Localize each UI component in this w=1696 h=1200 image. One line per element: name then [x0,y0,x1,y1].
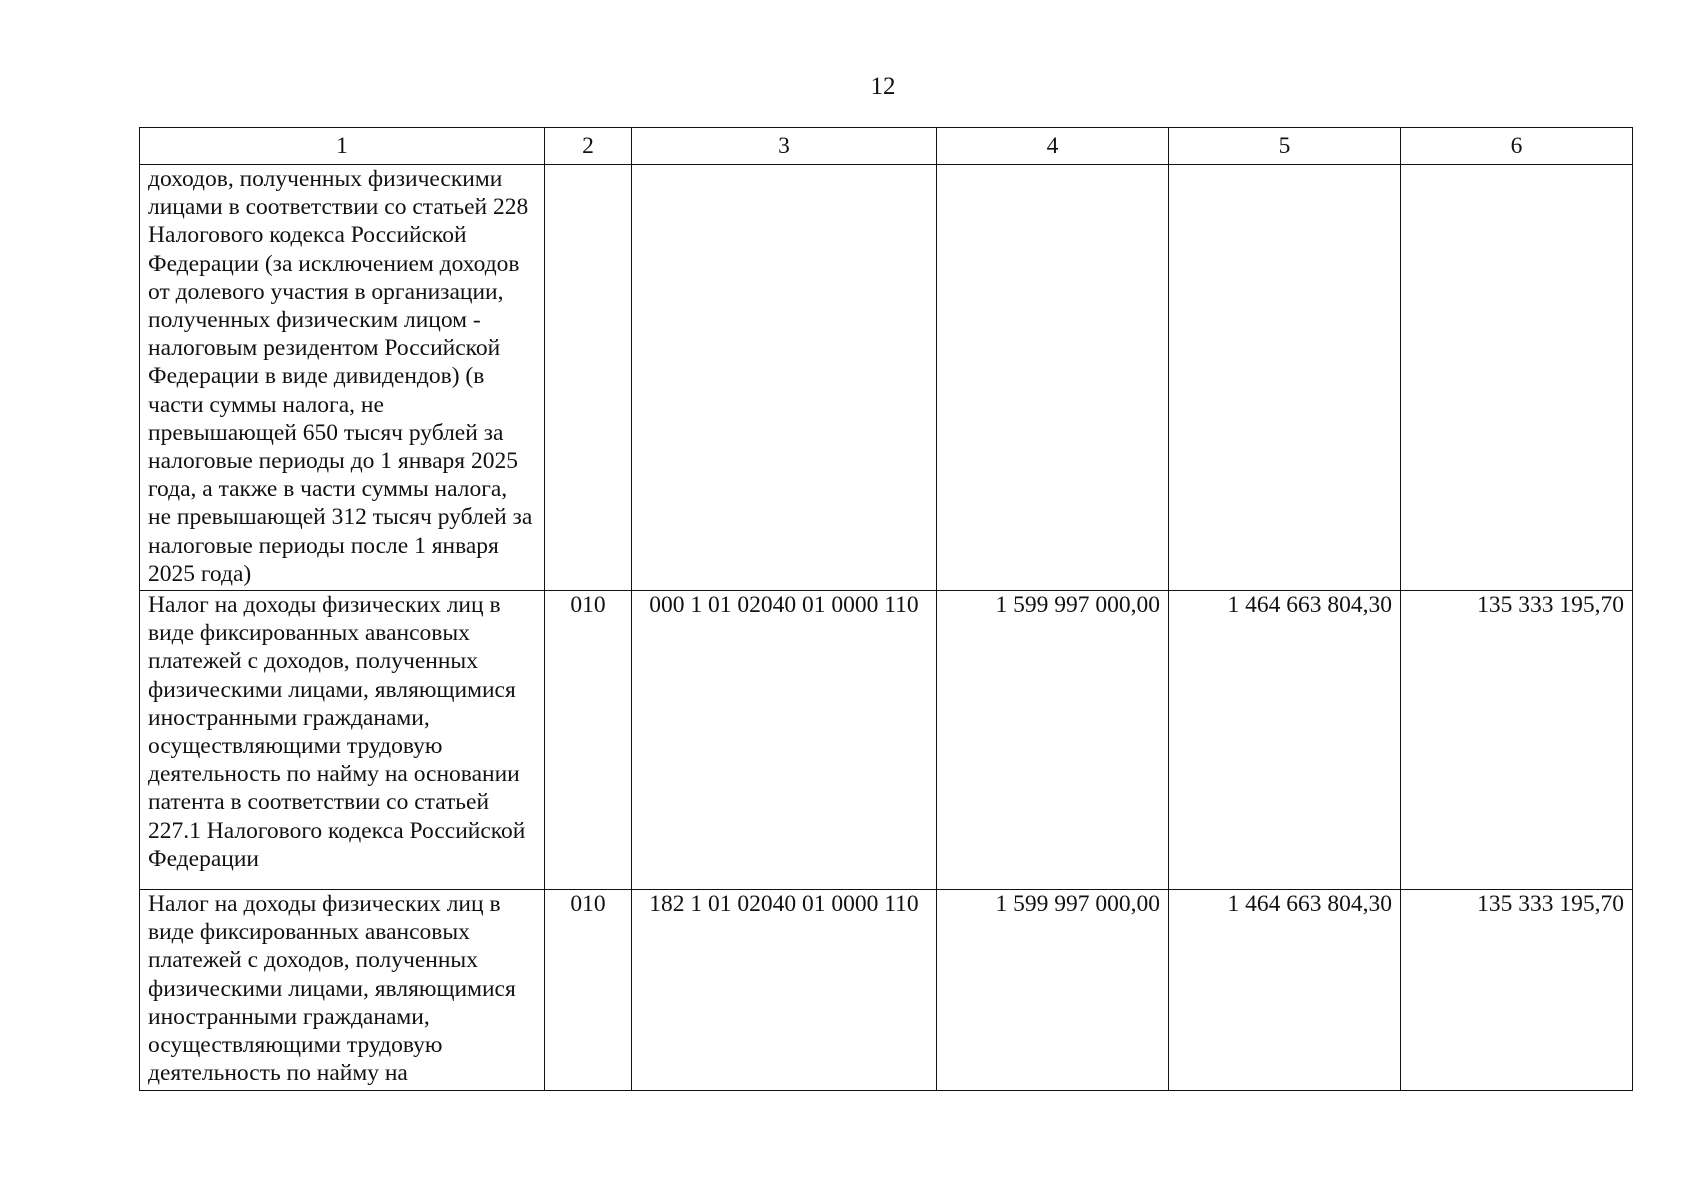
page-number: 12 [870,73,896,100]
column-number-4: 4 [937,128,1169,165]
table-row [140,165,1633,591]
column-number-1: 1 [140,128,545,165]
column-number-5: 5 [1169,128,1401,165]
column-number-3: 3 [632,128,937,165]
column-number-2: 2 [545,128,632,165]
row-name-cell: Налог на доходы физических лиц в виде фиксированных авансовых платежей с доходов, полученных физическими лицами, являющимися иностранными гражданами, осуществляющими трудовую деятельность по найму на основании патента в соответствии со статьей 227.1 Налогового кодекса Российской Федерации [140,591,545,890]
unexecuted-cell: 135 333 195,70 [1401,890,1633,1091]
approved-cell [937,165,1169,591]
line-code-cell [545,165,632,591]
line-code-cell: 010 [545,890,632,1091]
report-table [139,127,1633,1091]
column-number-6: 6 [1401,128,1633,165]
budget-code-cell: 000 1 01 02040 01 0000 110 [632,591,937,890]
executed-cell [1169,165,1401,591]
budget-code-cell [632,165,937,591]
executed-cell: 1 464 663 804,30 [1169,591,1401,890]
approved-cell: 1 599 997 000,00 [937,591,1169,890]
table-row [140,591,1633,890]
column-number-row [140,128,1633,165]
unexecuted-cell [1401,165,1633,591]
row-name-cell: доходов, полученных физическими лицами в соответствии со статьей 228 Налогового кодекса Российской Федерации (за исключением доходов от долевого участия в организации, полученных физическим лицом - налоговым резидентом Российской Федерации в виде дивидендов) (в части суммы налога, не превышающей 650 тысяч рублей за налоговые периоды до 1 января 2025 года, а также в части суммы налога, не превышающей 312 тысяч рублей за налоговые периоды после 1 января 2025 года) [140,165,545,591]
line-code-cell: 010 [545,591,632,890]
unexecuted-cell: 135 333 195,70 [1401,591,1633,890]
table-row [140,890,1633,1091]
executed-cell: 1 464 663 804,30 [1169,890,1401,1091]
row-name-cell: Налог на доходы физических лиц в виде фиксированных авансовых платежей с доходов, полученных физическими лицами, являющимися иностранными гражданами, осуществляющими трудовую деятельность по найму на [140,890,545,1091]
approved-cell: 1 599 997 000,00 [937,890,1169,1091]
budget-code-cell: 182 1 01 02040 01 0000 110 [632,890,937,1091]
